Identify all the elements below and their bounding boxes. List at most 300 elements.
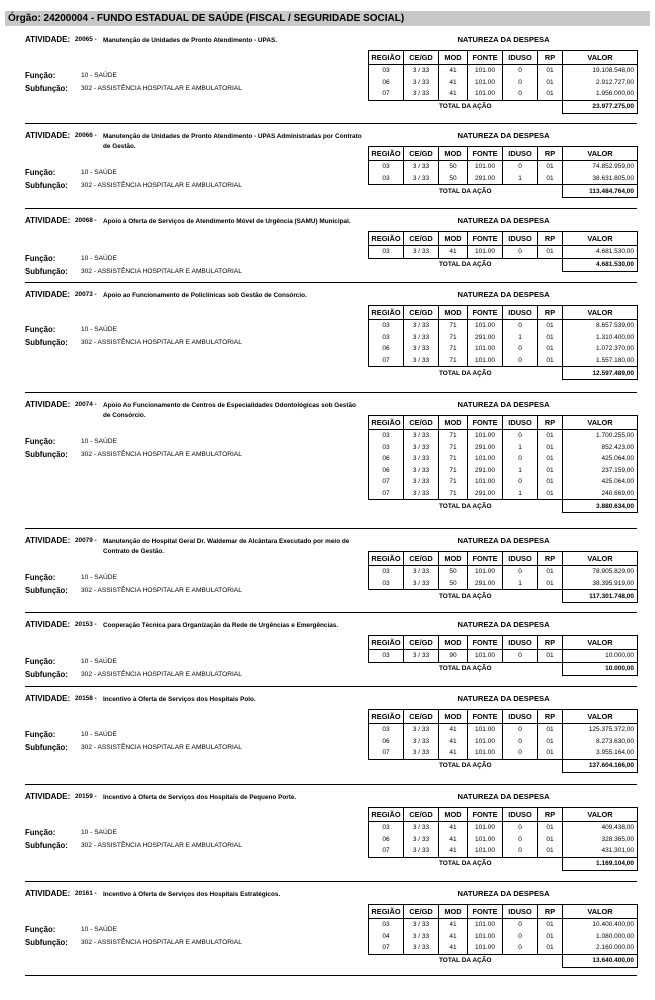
table-cell: 0 — [503, 919, 538, 931]
atividade-code: 20068 - — [75, 217, 97, 224]
total-value: 13.640.400,00 — [563, 954, 638, 967]
natureza-table — [368, 709, 638, 773]
table-cell: 291.00 — [468, 465, 503, 477]
natureza-table — [368, 305, 638, 380]
natureza-table — [368, 231, 638, 272]
table-row — [369, 724, 638, 736]
funcao-value: 10 - SAÚDE — [81, 731, 117, 738]
table-cell: 03 — [369, 650, 404, 663]
table-cell: 01 — [538, 77, 563, 89]
natureza-title: NATUREZA DA DESPESA — [457, 694, 550, 703]
table-cell: 01 — [538, 566, 563, 578]
table-cell: 1.072.370,00 — [563, 343, 638, 355]
natureza-title: NATUREZA DA DESPESA — [457, 290, 550, 299]
subfuncao-value: 302 - ASSISTÊNCIA HOSPITALAR E AMBULATORIAL — [81, 671, 242, 678]
column-header: IDUSO — [503, 808, 538, 822]
table-cell: 3 / 33 — [404, 65, 439, 77]
table-cell: 74.852.959,00 — [563, 161, 638, 173]
natureza-table — [368, 551, 638, 603]
table-cell: 8.657.539,00 — [563, 320, 638, 332]
natureza-table — [368, 807, 638, 871]
table-cell: 3 / 33 — [404, 736, 439, 748]
column-header: VALOR — [563, 905, 638, 919]
table-cell: 03 — [369, 724, 404, 736]
orgao-header: Órgão: 24200004 - FUNDO ESTADUAL DE SAÚDE (FISCAL / SEGURIDADE SOCIAL) — [5, 11, 650, 26]
table-cell: 101.00 — [468, 77, 503, 89]
table-cell: 01 — [538, 343, 563, 355]
subfuncao-value: 302 - ASSISTÊNCIA HOSPITALAR E AMBULATORIAL — [81, 587, 242, 594]
table-header-row — [369, 416, 638, 430]
table-cell: 3 / 33 — [404, 77, 439, 89]
table-cell: 71 — [439, 430, 468, 442]
table-cell: 41 — [439, 65, 468, 77]
table-cell: 01 — [538, 834, 563, 846]
table-cell: 101.00 — [468, 430, 503, 442]
table-cell: 3 / 33 — [404, 488, 439, 500]
table-cell: 03 — [369, 442, 404, 454]
table-cell: 71 — [439, 355, 468, 367]
funcao-value: 10 - SAÚDE — [81, 255, 117, 262]
table-cell: 0 — [503, 942, 538, 954]
column-header: VALOR — [563, 552, 638, 566]
table-header-row — [369, 636, 638, 650]
natureza-table — [368, 415, 638, 513]
total-label: TOTAL DA AÇÃO — [438, 957, 492, 965]
table-cell: 06 — [369, 736, 404, 748]
atividade-label: ATIVIDADE: — [25, 620, 71, 629]
funcao-label: Função: — [25, 437, 56, 446]
table-cell: 101.00 — [468, 736, 503, 748]
column-header: CE/GD — [404, 51, 439, 65]
table-header-row — [369, 51, 638, 65]
table-row — [369, 161, 638, 173]
table-cell: 0 — [503, 747, 538, 759]
total-value: 117.301.748,00 — [563, 590, 638, 603]
column-header: CE/GD — [404, 808, 439, 822]
atividade-code: 20065 - — [75, 36, 97, 43]
natureza-table — [368, 904, 638, 968]
table-cell: 3 / 33 — [404, 578, 439, 590]
column-header: FONTE — [468, 552, 503, 566]
table-cell: 0 — [503, 430, 538, 442]
table-header-row — [369, 710, 638, 724]
atividade-description: Incentivo à Oferta de Serviços dos Hospitais Polo. — [103, 696, 256, 703]
table-row — [369, 88, 638, 100]
table-cell: 101.00 — [468, 566, 503, 578]
total-label: TOTAL DA AÇÃO — [438, 592, 492, 600]
table-cell: 101.00 — [468, 834, 503, 846]
table-cell: 01 — [538, 355, 563, 367]
atividade-code: 20074 - — [75, 401, 97, 408]
column-header: RP — [538, 51, 563, 65]
column-header: IDUSO — [503, 416, 538, 430]
subfuncao-label: Subfunção: — [25, 841, 68, 850]
column-header: IDUSO — [503, 147, 538, 161]
table-header-row — [369, 306, 638, 320]
section-divider — [25, 282, 637, 283]
table-cell: 03 — [369, 246, 404, 259]
table-cell: 3 / 33 — [404, 430, 439, 442]
table-cell: 01 — [538, 65, 563, 77]
funcao-label: Função: — [25, 573, 56, 582]
subfuncao-value: 302 - ASSISTÊNCIA HOSPITALAR E AMBULATORIAL — [81, 451, 242, 458]
table-cell: 07 — [369, 476, 404, 488]
table-cell: 01 — [538, 88, 563, 100]
table-cell: 07 — [369, 88, 404, 100]
table-cell: 41 — [439, 724, 468, 736]
column-header: MOD — [439, 416, 468, 430]
funcao-value: 10 - SAÚDE — [81, 438, 117, 445]
table-cell: 3 / 33 — [404, 650, 439, 663]
table-cell: 101.00 — [468, 65, 503, 77]
column-header: MOD — [439, 552, 468, 566]
column-header: VALOR — [563, 306, 638, 320]
table-cell: 50 — [439, 173, 468, 185]
table-cell: 3 / 33 — [404, 724, 439, 736]
table-cell: 3 / 33 — [404, 88, 439, 100]
total-row — [369, 662, 638, 675]
table-row — [369, 430, 638, 442]
table-row — [369, 942, 638, 954]
table-cell: 101.00 — [468, 343, 503, 355]
column-header: RP — [538, 710, 563, 724]
natureza-title: NATUREZA DA DESPESA — [457, 889, 550, 898]
table-cell: 01 — [538, 430, 563, 442]
column-header: MOD — [439, 306, 468, 320]
natureza-title: NATUREZA DA DESPESA — [457, 400, 550, 409]
total-label: TOTAL DA AÇÃO — [438, 369, 492, 377]
table-cell: 41 — [439, 822, 468, 834]
total-row — [369, 500, 638, 513]
table-cell: 10.400.400,00 — [563, 919, 638, 931]
table-cell: 03 — [369, 65, 404, 77]
column-header: FONTE — [468, 808, 503, 822]
column-header: FONTE — [468, 232, 503, 246]
table-cell: 3 / 33 — [404, 747, 439, 759]
table-cell: 3 / 33 — [404, 343, 439, 355]
table-cell: 101.00 — [468, 747, 503, 759]
column-header: FONTE — [468, 51, 503, 65]
column-header: REGIÃO — [369, 808, 404, 822]
total-label: TOTAL DA AÇÃO — [438, 860, 492, 868]
total-row — [369, 759, 638, 772]
column-header: RP — [538, 416, 563, 430]
column-header: REGIÃO — [369, 147, 404, 161]
table-cell: 07 — [369, 355, 404, 367]
table-cell: 41 — [439, 845, 468, 857]
column-header: IDUSO — [503, 710, 538, 724]
table-cell: 1.080.000,00 — [563, 931, 638, 943]
table-cell: 0 — [503, 320, 538, 332]
table-cell: 06 — [369, 77, 404, 89]
atividade-label: ATIVIDADE: — [25, 792, 71, 801]
table-cell: 431.301,00 — [563, 845, 638, 857]
table-cell: 101.00 — [468, 161, 503, 173]
subfuncao-value: 302 - ASSISTÊNCIA HOSPITALAR E AMBULATORIAL — [81, 182, 242, 189]
table-cell: 291.00 — [468, 173, 503, 185]
table-row — [369, 65, 638, 77]
total-row — [369, 590, 638, 603]
table-cell: 01 — [538, 332, 563, 344]
table-cell: 03 — [369, 919, 404, 931]
table-cell: 0 — [503, 566, 538, 578]
atividade-code: 20159 - — [75, 793, 97, 800]
table-cell: 01 — [538, 822, 563, 834]
table-cell: 101.00 — [468, 724, 503, 736]
table-cell: 71 — [439, 343, 468, 355]
table-cell: 0 — [503, 736, 538, 748]
table-cell: 06 — [369, 834, 404, 846]
table-row — [369, 566, 638, 578]
table-cell: 0 — [503, 931, 538, 943]
section-divider — [25, 392, 637, 393]
table-cell: 03 — [369, 578, 404, 590]
column-header: RP — [538, 232, 563, 246]
table-cell: 3.955.164,00 — [563, 747, 638, 759]
table-cell: 291.00 — [468, 332, 503, 344]
column-header: VALOR — [563, 232, 638, 246]
table-cell: 101.00 — [468, 942, 503, 954]
section-divider — [25, 975, 637, 976]
column-header: FONTE — [468, 147, 503, 161]
table-cell: 01 — [538, 173, 563, 185]
section-divider — [25, 881, 637, 882]
subfuncao-value: 302 - ASSISTÊNCIA HOSPITALAR E AMBULATORIAL — [81, 85, 242, 92]
table-cell: 90 — [439, 650, 468, 663]
table-cell: 0 — [503, 476, 538, 488]
table-cell: 06 — [369, 343, 404, 355]
table-cell: 07 — [369, 845, 404, 857]
column-header: VALOR — [563, 51, 638, 65]
table-cell: 03 — [369, 161, 404, 173]
table-cell: 237.159,00 — [563, 465, 638, 477]
table-cell: 101.00 — [468, 822, 503, 834]
table-cell: 0 — [503, 453, 538, 465]
table-cell: 3 / 33 — [404, 566, 439, 578]
subfuncao-label: Subfunção: — [25, 181, 68, 190]
table-cell: 01 — [538, 845, 563, 857]
column-header: FONTE — [468, 710, 503, 724]
subfuncao-label: Subfunção: — [25, 670, 68, 679]
table-cell: 1 — [503, 578, 538, 590]
column-header: CE/GD — [404, 710, 439, 724]
table-cell: 71 — [439, 465, 468, 477]
table-cell: 01 — [538, 453, 563, 465]
table-row — [369, 355, 638, 367]
natureza-table — [368, 635, 638, 676]
total-label: TOTAL DA AÇÃO — [438, 187, 492, 195]
table-cell: 01 — [538, 488, 563, 500]
table-cell: 71 — [439, 476, 468, 488]
column-header: CE/GD — [404, 552, 439, 566]
column-header: RP — [538, 905, 563, 919]
table-cell: 01 — [538, 442, 563, 454]
column-header: FONTE — [468, 416, 503, 430]
table-header-row — [369, 147, 638, 161]
atividade-label: ATIVIDADE: — [25, 35, 71, 44]
table-cell: 1 — [503, 488, 538, 500]
table-cell: 41 — [439, 919, 468, 931]
table-cell: 03 — [369, 430, 404, 442]
table-cell: 240.669,00 — [563, 488, 638, 500]
column-header: REGIÃO — [369, 51, 404, 65]
table-cell: 07 — [369, 747, 404, 759]
atividade-description: Apoio Ao Funcionamento de Centros de Especialidades Odontológicas sob Gestão de Consórcio. — [103, 402, 356, 419]
total-value: 4.681.530,00 — [563, 258, 638, 271]
atividade-description: Cooperação Técnica para Organização da Rede de Urgências e Emergências. — [103, 622, 339, 629]
funcao-label: Função: — [25, 325, 56, 334]
table-cell: 3 / 33 — [404, 173, 439, 185]
table-header-row — [369, 552, 638, 566]
table-cell: 41 — [439, 834, 468, 846]
subfuncao-label: Subfunção: — [25, 338, 68, 347]
table-cell: 41 — [439, 246, 468, 259]
column-header: REGIÃO — [369, 710, 404, 724]
table-cell: 3 / 33 — [404, 845, 439, 857]
table-cell: 1.700.255,00 — [563, 430, 638, 442]
table-cell: 01 — [538, 650, 563, 663]
table-cell: 01 — [538, 942, 563, 954]
atividade-label: ATIVIDADE: — [25, 216, 71, 225]
table-row — [369, 488, 638, 500]
table-cell: 101.00 — [468, 453, 503, 465]
table-row — [369, 834, 638, 846]
table-header-row — [369, 808, 638, 822]
table-cell: 41 — [439, 88, 468, 100]
table-cell: 1.956.000,00 — [563, 88, 638, 100]
table-cell: 3 / 33 — [404, 465, 439, 477]
table-cell: 0 — [503, 161, 538, 173]
column-header: CE/GD — [404, 147, 439, 161]
table-cell: 50 — [439, 566, 468, 578]
natureza-title: NATUREZA DA DESPESA — [457, 35, 550, 44]
funcao-value: 10 - SAÚDE — [81, 829, 117, 836]
table-cell: 0 — [503, 724, 538, 736]
column-header: MOD — [439, 232, 468, 246]
subfuncao-value: 302 - ASSISTÊNCIA HOSPITALAR E AMBULATORIAL — [81, 339, 242, 346]
table-cell: 101.00 — [468, 919, 503, 931]
funcao-label: Função: — [25, 730, 56, 739]
table-cell: 3 / 33 — [404, 476, 439, 488]
column-header: RP — [538, 552, 563, 566]
natureza-table — [368, 146, 638, 198]
subfuncao-label: Subfunção: — [25, 586, 68, 595]
table-cell: 1 — [503, 332, 538, 344]
total-row — [369, 954, 638, 967]
table-cell: 41 — [439, 77, 468, 89]
total-label: TOTAL DA AÇÃO — [438, 665, 492, 673]
table-cell: 0 — [503, 246, 538, 259]
table-cell: 3 / 33 — [404, 246, 439, 259]
funcao-label: Função: — [25, 168, 56, 177]
table-row — [369, 453, 638, 465]
table-row — [369, 931, 638, 943]
table-cell: 04 — [369, 931, 404, 943]
table-cell: 01 — [538, 465, 563, 477]
column-header: CE/GD — [404, 636, 439, 650]
table-cell: 78.905.829,00 — [563, 566, 638, 578]
subfuncao-label: Subfunção: — [25, 743, 68, 752]
funcao-value: 10 - SAÚDE — [81, 326, 117, 333]
column-header: RP — [538, 306, 563, 320]
table-cell: 71 — [439, 442, 468, 454]
table-cell: 41 — [439, 747, 468, 759]
total-value: 113.484.764,00 — [563, 185, 638, 198]
atividade-label: ATIVIDADE: — [25, 889, 71, 898]
table-cell: 3 / 33 — [404, 834, 439, 846]
column-header: CE/GD — [404, 416, 439, 430]
atividade-code: 20153 - — [75, 621, 97, 628]
table-row — [369, 736, 638, 748]
table-cell: 2.160.000,00 — [563, 942, 638, 954]
column-header: VALOR — [563, 710, 638, 724]
table-cell: 125.375.372,00 — [563, 724, 638, 736]
atividade-code: 20158 - — [75, 695, 97, 702]
table-cell: 03 — [369, 320, 404, 332]
table-cell: 4.681.530,00 — [563, 246, 638, 259]
table-cell: 03 — [369, 332, 404, 344]
section-divider — [25, 686, 637, 687]
column-header: VALOR — [563, 147, 638, 161]
table-cell: 06 — [369, 453, 404, 465]
table-cell: 101.00 — [468, 320, 503, 332]
column-header: FONTE — [468, 636, 503, 650]
section-divider — [25, 784, 637, 785]
table-cell: 3 / 33 — [404, 822, 439, 834]
table-cell: 0 — [503, 650, 538, 663]
table-header-row — [369, 905, 638, 919]
table-cell: 01 — [538, 161, 563, 173]
atividade-label: ATIVIDADE: — [25, 536, 71, 545]
column-header: MOD — [439, 147, 468, 161]
total-value: 137.604.166,00 — [563, 759, 638, 772]
atividade-description: Incentivo à Oferta de Serviços dos Hospitais Estratégicos. — [103, 891, 281, 898]
table-row — [369, 465, 638, 477]
table-cell: 3 / 33 — [404, 355, 439, 367]
table-cell: 1.310.400,00 — [563, 332, 638, 344]
total-value: 12.597.489,00 — [563, 367, 638, 380]
table-cell: 01 — [538, 919, 563, 931]
table-cell: 101.00 — [468, 476, 503, 488]
natureza-title: NATUREZA DA DESPESA — [457, 620, 550, 629]
table-cell: 3 / 33 — [404, 931, 439, 943]
table-cell: 41 — [439, 931, 468, 943]
total-label: TOTAL DA AÇÃO — [438, 103, 492, 111]
total-label: TOTAL DA AÇÃO — [438, 261, 492, 269]
table-row — [369, 845, 638, 857]
section-divider — [25, 208, 637, 209]
subfuncao-label: Subfunção: — [25, 267, 68, 276]
natureza-title: NATUREZA DA DESPESA — [457, 131, 550, 140]
atividade-code: 20161 - — [75, 890, 97, 897]
table-cell: 3 / 33 — [404, 919, 439, 931]
column-header: REGIÃO — [369, 416, 404, 430]
column-header: REGIÃO — [369, 306, 404, 320]
table-cell: 2.912.727,00 — [563, 77, 638, 89]
table-cell: 01 — [538, 578, 563, 590]
funcao-value: 10 - SAÚDE — [81, 72, 117, 79]
table-cell: 291.00 — [468, 488, 503, 500]
atividade-description: Apoio ao Funcionamento de Policlínicas sob Gestão de Consórcio. — [103, 292, 307, 299]
total-value: 1.169.104,00 — [563, 857, 638, 870]
column-header: IDUSO — [503, 905, 538, 919]
atividade-label: ATIVIDADE: — [25, 290, 71, 299]
column-header: REGIÃO — [369, 232, 404, 246]
total-row — [369, 100, 638, 113]
table-cell: 0 — [503, 88, 538, 100]
table-cell: 0 — [503, 822, 538, 834]
total-row — [369, 185, 638, 198]
